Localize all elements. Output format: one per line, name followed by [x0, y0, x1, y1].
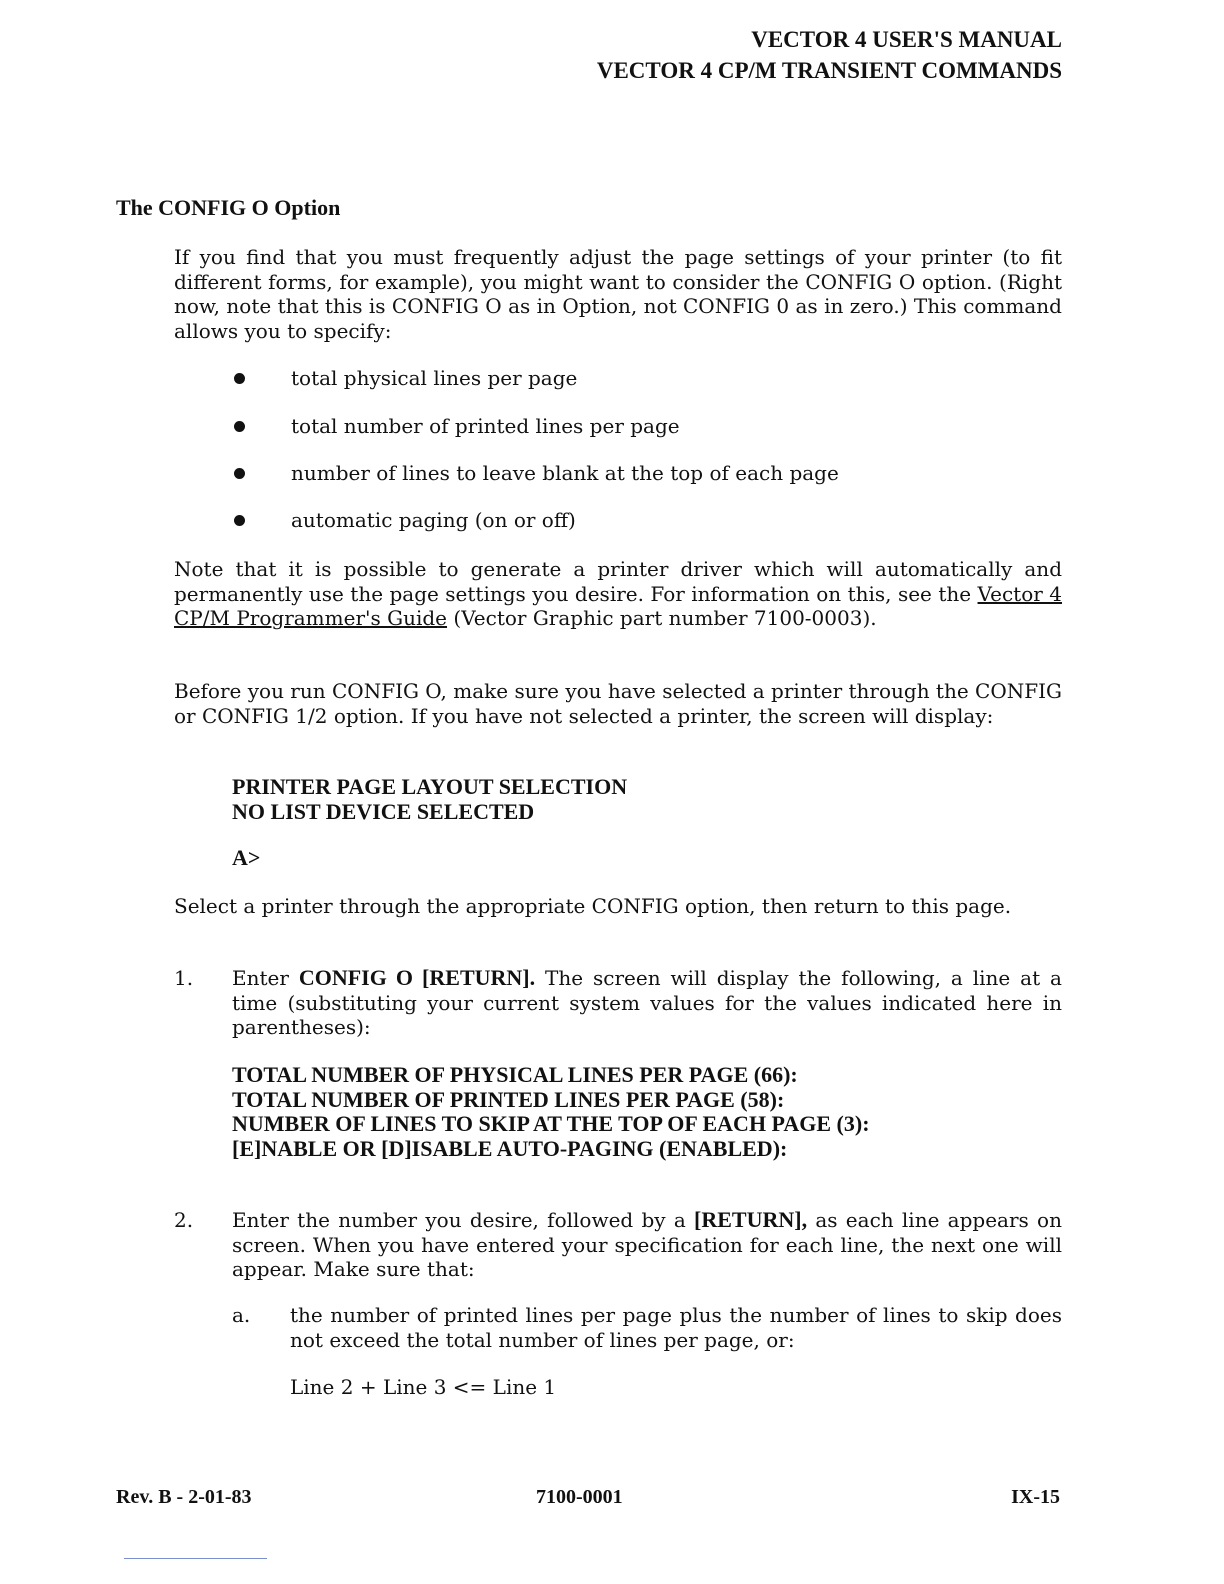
footer-doc-number: 7100-0001 — [536, 1486, 623, 1508]
screen-line: NUMBER OF LINES TO SKIP AT THE TOP OF EACH PAGE (3): — [232, 1111, 870, 1136]
bullet-text: automatic paging (on or off) — [291, 508, 576, 532]
page-header — [597, 24, 1062, 86]
screen-line: TOTAL NUMBER OF PRINTED LINES PER PAGE (58): — [232, 1086, 785, 1112]
bullet-text: total physical lines per page — [291, 366, 578, 390]
bullet-icon — [234, 421, 245, 432]
bullet-text: number of lines to leave blank at the top of each page — [291, 461, 839, 485]
bullet-icon — [234, 468, 245, 479]
bullet-item — [232, 461, 839, 485]
header-section-title: VECTOR 4 CP/M TRANSIENT COMMANDS — [596, 58, 1062, 83]
step-number: 1. — [174, 966, 194, 990]
footer-page-number: IX-15 — [1011, 1486, 1060, 1508]
screen-output-prompts — [232, 1063, 870, 1161]
note-paragraph — [174, 557, 1062, 631]
screen-prompt: A> — [232, 845, 261, 870]
guide-title: Vector 4 CP/M Programmer's Guide — [174, 581, 1062, 630]
select-printer-paragraph: Select a printer through the appropriate CONFIG option, then return to this page. — [174, 894, 1012, 918]
step-2-key: [RETURN], — [694, 1207, 808, 1232]
substep-a-text: the number of printed lines per page plus the number of lines to skip does not exceed the total number of lines per page, or: — [290, 1303, 1062, 1352]
before-run-paragraph: Before you run CONFIG O, make sure you have selected a printer through the CONFIG or CONFIG 1/2 option. If you have not selected a printer, the screen will display: — [174, 679, 1062, 728]
screen-line: [E]NABLE OR [D]ISABLE AUTO-PAGING (ENABLED): — [232, 1135, 788, 1161]
section-heading: The CONFIG O Option — [116, 195, 341, 220]
screen-line: PRINTER PAGE LAYOUT SELECTION — [232, 774, 628, 799]
step-1-text — [232, 966, 1062, 1040]
note-text-after: (Vector Graphic part number 7100-0003). — [447, 606, 877, 630]
bullet-item — [232, 508, 576, 532]
step-1-command: CONFIG O [RETURN]. — [298, 965, 536, 990]
step-1-after: The screen will display the following, a line at a time (substituting your current system values for the values indicated here in parentheses): — [232, 966, 1062, 1039]
bullet-item — [232, 366, 577, 390]
step-1-before: Enter — [232, 966, 299, 990]
header-manual-title: VECTOR 4 USER'S MANUAL — [751, 27, 1062, 52]
intro-paragraph: If you find that you must frequently adjust the page settings of your printer (to fit different forms, for example), you might want to consider the CONFIG O option. (Right now, note that this is CONFIG O as in Option, not CONFIG 0 as in zero.) This command allows you to specify: — [174, 245, 1062, 343]
bottom-rule — [124, 1558, 267, 1559]
bullet-icon — [234, 515, 245, 526]
bullet-text: total number of printed lines per page — [291, 414, 680, 438]
screen-line: TOTAL NUMBER OF PHYSICAL LINES PER PAGE (66): — [232, 1062, 798, 1087]
step-number: 2. — [174, 1208, 194, 1232]
formula: Line 2 + Line 3 <= Line 1 — [290, 1375, 557, 1399]
step-2-text — [232, 1208, 1062, 1282]
step-2-after: as each line appears on screen. When you have entered your specification for each line, the next one will appear. Make sure that: — [232, 1208, 1062, 1281]
step-2-before: Enter the number you desire, followed by a — [232, 1208, 695, 1232]
screen-output-no-device — [232, 775, 627, 871]
screen-line: NO LIST DEVICE SELECTED — [232, 798, 535, 824]
substep-letter: a. — [232, 1303, 251, 1327]
bullet-item — [232, 414, 680, 438]
note-text-before: Note that it is possible to generate a printer driver which will automatically and permanently use the page settings you desire. For information on this, see the — [174, 557, 1062, 606]
bullet-icon — [234, 373, 245, 384]
footer-revision: Rev. B - 2-01-83 — [116, 1486, 252, 1508]
